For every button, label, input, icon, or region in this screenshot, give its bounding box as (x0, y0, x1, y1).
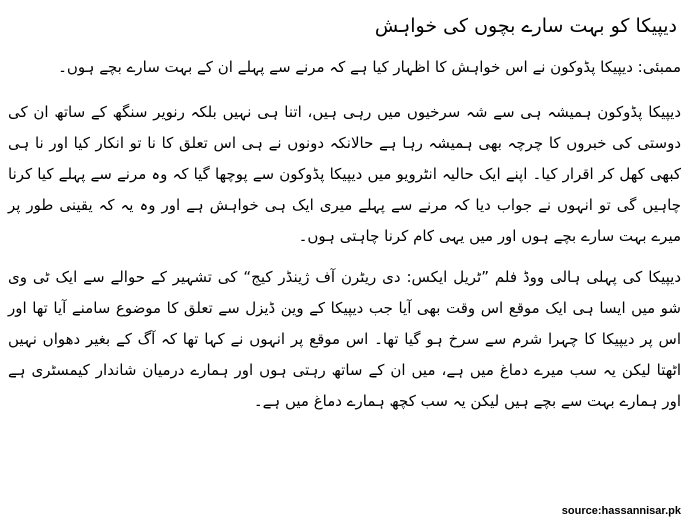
article-paragraph: دیپیکا کی پہلی ہالی ووڈ فلم ”ٹریل ایکس: دی ریٹرن آف ژینڈر کیج“ کی تشہیر کے حوالے سے ایک ٹی وی شو میں ایسا ہی ایک موقع اس وقت بھی آیا جب دیپیکا کے وین ڈیزل سے تعلق کا موضوع سامنے آیا تھا اور اس پر دیپیکا کا چہرا شرم سے سرخ ہو گیا تھا۔ اس موقع پر انہوں نے کہا تھا کہ آگ کے بغیر دھواں نہیں اٹھتا لیکن یہ سب میرے دماغ میں ہے، میں ان کے ساتھ رہتی ہوں اور ہمارے درمیان شاندار کیمسٹری ہے اور ہمارے بہت سے بچے ہیں لیکن یہ سب کچھ ہمارے دماغ میں ہے۔ (8, 268, 681, 410)
article-title: دیپیکا کو بہت سارے بچوں کی خواہش (374, 15, 677, 37)
article-lead-paragraph: ممبئی: دیپیکا پڈوکون نے اس خواہش کا اظہار کیا ہے کہ مرنے سے پہلے ان کے بہت سارے بچے ہوں۔ (58, 58, 681, 76)
article (8, 6, 681, 427)
article-paragraph: دیپیکا پڈوکون ہمیشہ ہی سے شہ سرخیوں میں رہی ہیں، اتنا ہی نہیں بلکہ رنویر سنگھ کے ساتھ ان کی دوستی کی خبروں کا چرچہ بھی ہمیشہ رہا ہے حالانکہ دونوں نے ہی اس تعلق کا نا تو انکار کیا اور نا ہی کبھی کھل کر اقرار کیا۔ اپنے ایک حالیہ انٹرویو میں دیپیکا پڈوکون سے پوچھا گیا کہ وہ مرنے سے پہلے کیا کرنا چاہیں گی تو انہوں نے جواب دیا کہ مرنے سے پہلے میری ایک ہی خواہش ہے اور وہ یہ کہ یقینی طور پر میرے بہت سارے بچے ہوں اور میں یہی کام کرنا چاہتی ہوں۔ (8, 103, 681, 245)
source-credit: source:hassannisar.pk (561, 505, 681, 517)
